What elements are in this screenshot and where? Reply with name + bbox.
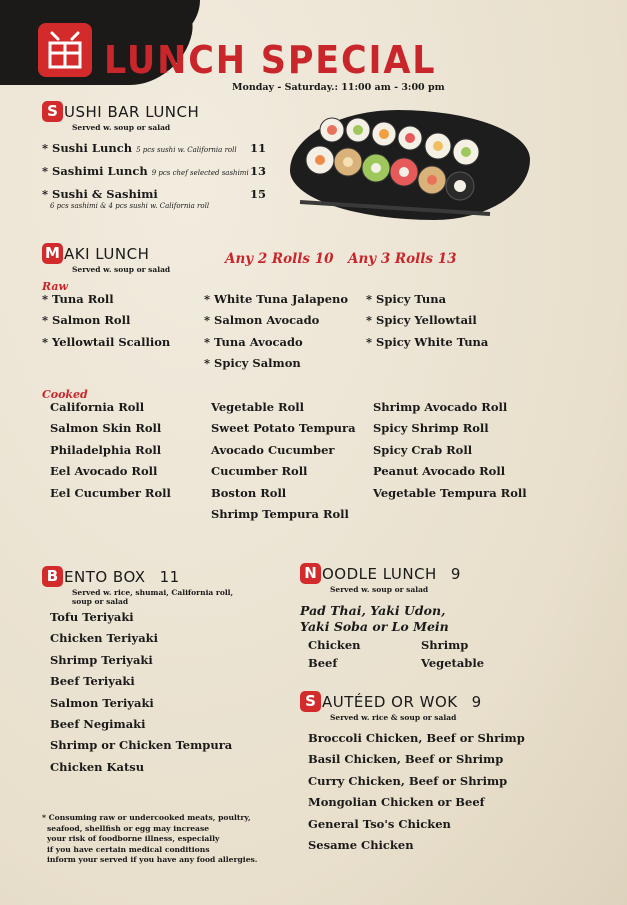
- section-title: USHI BAR LUNCH: [64, 102, 200, 121]
- list-item: Chicken Teriyaki: [50, 631, 158, 646]
- section-badge: M: [42, 243, 63, 264]
- noodle-option: Vegetable: [421, 656, 485, 670]
- section-subtitle: Served w. soup or salad: [72, 265, 171, 274]
- list-item: Eel Cucumber Roll: [50, 485, 171, 500]
- item-description: 9 pcs chef selected sashimi: [151, 169, 249, 177]
- bento-list: [50, 610, 232, 774]
- category-label-cooked: Cooked: [42, 388, 88, 401]
- list-item: Philadelphia Roll: [50, 442, 162, 457]
- section-badge: N: [300, 563, 321, 584]
- noodle-dishes-line: Pad Thai, Yaki Udon,: [300, 603, 446, 618]
- noodle-option: Chicken: [308, 638, 361, 652]
- section-subtitle: Served w. soup or salad: [330, 585, 429, 594]
- section-price: 9: [450, 564, 461, 583]
- item-price: 13: [250, 164, 267, 178]
- list-item: * Spicy Yellowtail: [366, 313, 477, 328]
- list-item: Beef Teriyaki: [50, 674, 135, 689]
- list-item: * Spicy Tuna: [366, 292, 447, 306]
- list-item: Broccoli Chicken, Beef or Shrimp: [308, 731, 525, 745]
- sushi-plate-image: [290, 110, 530, 220]
- list-item: Cucumber Roll: [211, 464, 308, 479]
- list-item: Curry Chicken, Beef or Shrimp: [308, 773, 508, 788]
- item-price: 15: [250, 187, 267, 201]
- item-description: 5 pcs sushi w. California roll: [136, 146, 237, 154]
- section-header-bento: [42, 566, 180, 587]
- notice-line: if you have certain medical conditions: [47, 844, 210, 854]
- list-item: Spicy Shrimp Roll: [373, 421, 489, 436]
- raw-column-3: [366, 292, 488, 349]
- list-item: Shrimp Teriyaki: [50, 652, 153, 667]
- list-item: Vegetable Tempura Roll: [373, 485, 527, 500]
- section-subtitle: soup or salad: [72, 597, 129, 606]
- raw-column-2: [204, 292, 348, 370]
- section-price: 9: [471, 692, 482, 711]
- list-item: Vegetable Roll: [211, 400, 304, 414]
- list-item: Chicken Katsu: [50, 759, 145, 774]
- notice-line: * Consuming raw or undercooked meats, poultry,: [42, 813, 251, 822]
- section-title: OODLE LUNCH: [322, 564, 437, 583]
- list-item: Avocado Cucumber: [211, 442, 335, 457]
- cooked-column-2: [211, 400, 356, 521]
- noodle-dishes-line: Yaki Soba or Lo Mein: [300, 619, 449, 634]
- list-item: Shrimp Avocado Roll: [373, 400, 508, 414]
- section-badge: B: [42, 566, 63, 587]
- list-item: California Roll: [50, 400, 145, 414]
- list-item: Peanut Avocado Roll: [373, 464, 506, 479]
- notice-line: your risk of foodborne illness, especially: [47, 834, 220, 844]
- list-item: * White Tuna Jalapeno: [204, 292, 349, 306]
- list-item: Sweet Potato Tempura: [211, 421, 356, 436]
- noodle-option: Shrimp: [421, 638, 469, 652]
- list-item: Mongolian Chicken or Beef: [308, 795, 485, 810]
- food-safety-notice: [42, 813, 257, 866]
- offer-three-rolls: Any 3 Rolls 13: [348, 251, 457, 267]
- item-description: 6 pcs sashimi & 4 pcs sushi w. California roll: [50, 202, 210, 210]
- list-item: Basil Chicken, Beef or Shrimp: [308, 752, 504, 767]
- page-title: LUNCH SPECIAL: [104, 38, 437, 82]
- list-item: * Tuna Roll: [42, 292, 114, 306]
- list-item: Salmon Skin Roll: [50, 421, 162, 436]
- item-name: * Sushi Lunch: [42, 141, 133, 155]
- list-item: Boston Roll: [211, 485, 287, 500]
- menu-item: [42, 141, 237, 155]
- menu-item: [42, 164, 249, 178]
- section-header-sushi-bar: [42, 101, 199, 122]
- section-title: AKI LUNCH: [64, 244, 150, 263]
- menu-item: [42, 187, 158, 201]
- category-label-raw: Raw: [42, 280, 68, 293]
- offer-two-rolls: Any 2 Rolls 10: [225, 251, 334, 267]
- list-item: Spicy Crab Roll: [373, 442, 473, 457]
- section-header-noodle: [300, 563, 461, 584]
- list-item: * Spicy White Tuna: [366, 334, 489, 349]
- restaurant-logo: [38, 23, 92, 77]
- list-item: * Salmon Roll: [42, 313, 131, 328]
- list-item: Eel Avocado Roll: [50, 464, 158, 479]
- item-price: 11: [250, 141, 267, 155]
- section-title: AUTÉED OR WOK: [322, 692, 458, 711]
- section-subtitle: Served w. rice & soup or salad: [330, 713, 457, 722]
- raw-column-1: [42, 292, 170, 349]
- business-hours: Monday - Saturday.: 11:00 am - 3:00 pm: [232, 82, 445, 93]
- item-name: * Sashimi Lunch: [42, 164, 148, 178]
- list-item: * Yellowtail Scallion: [42, 334, 171, 349]
- section-subtitle: Served w. rice, shumai, California roll,: [72, 588, 234, 597]
- list-item: * Tuna Avocado: [204, 334, 303, 349]
- cooked-column-3: [373, 400, 527, 500]
- section-subtitle: Served w. soup or salad: [72, 123, 171, 132]
- list-item: Tofu Teriyaki: [50, 610, 134, 624]
- section-price: 11: [159, 567, 180, 586]
- item-name: * Sushi & Sashimi: [42, 187, 158, 201]
- list-item: * Salmon Avocado: [204, 313, 320, 328]
- list-item: General Tso's Chicken: [308, 816, 451, 831]
- list-item: * Spicy Salmon: [204, 356, 301, 371]
- saute-list: [308, 731, 525, 852]
- list-item: Sesame Chicken: [308, 837, 414, 852]
- notice-line: seafood, shellfish or egg may increase: [47, 823, 210, 833]
- list-item: Salmon Teriyaki: [50, 695, 154, 710]
- section-badge: S: [300, 691, 321, 712]
- list-item: Shrimp or Chicken Tempura: [50, 738, 233, 753]
- list-item: Beef Negimaki: [50, 716, 146, 731]
- section-header-saute: [300, 691, 482, 712]
- section-title: ENTO BOX: [64, 567, 146, 586]
- list-item: Shrimp Tempura Roll: [211, 506, 349, 521]
- noodle-option: Beef: [308, 656, 338, 670]
- section-badge: S: [42, 101, 63, 122]
- cooked-column-1: [50, 400, 171, 500]
- notice-line: inform your served if you have any food allergies.: [47, 855, 258, 865]
- section-header-maki: [42, 243, 149, 264]
